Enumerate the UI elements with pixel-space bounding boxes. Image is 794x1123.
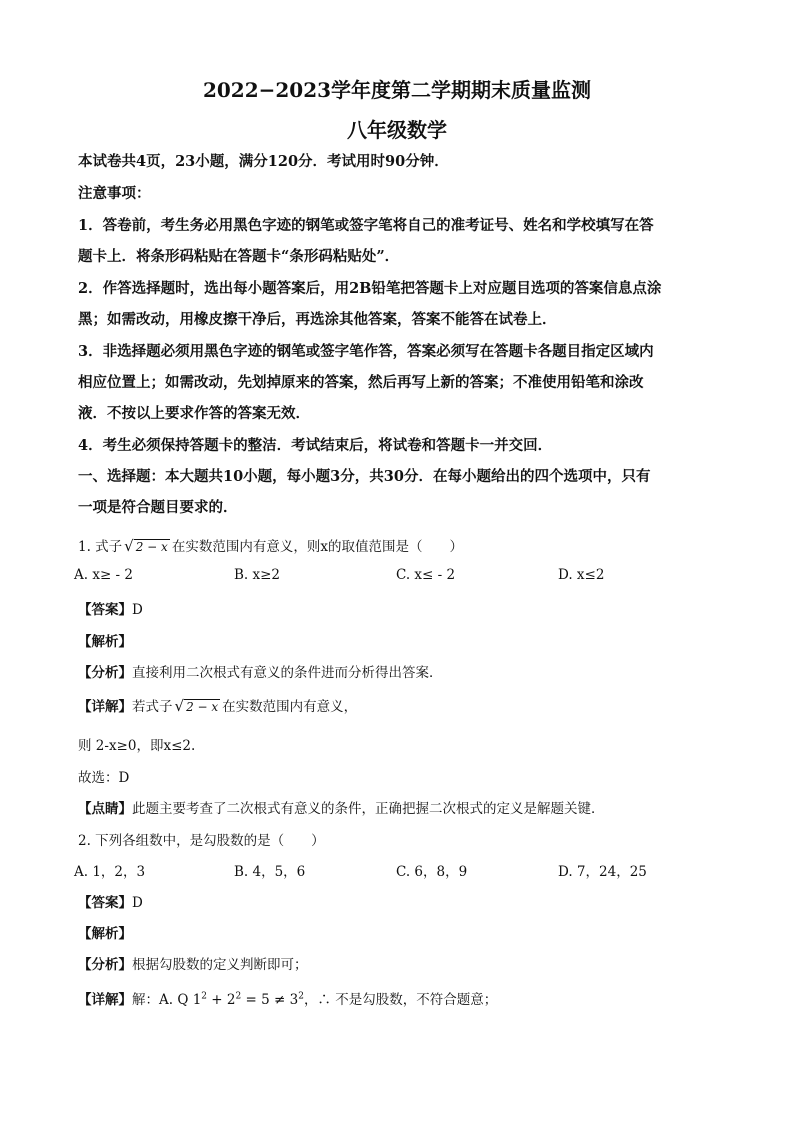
detail-suffix: 在实数范围内有意义， <box>222 699 358 715</box>
note-2-line-1: 2．作答选择题时，选出每小题答案后，用2B铅笔把答题卡上对应题目选项的答案信息点涂 <box>78 280 662 297</box>
detail-tag: 【详解】 <box>78 992 132 1008</box>
detail-d: ，∴ 不是勾股数，不符合题意； <box>303 992 498 1008</box>
q1-analysis-tag <box>78 630 718 650</box>
q1-fenxi <box>78 661 718 681</box>
radical-sign-icon: √ <box>124 537 134 555</box>
detail-prefix: 若式子 <box>132 699 173 715</box>
q1-option-c: C. x≤ - 2 <box>396 567 456 583</box>
answer-tag: 【答案】 <box>78 895 132 911</box>
note-2-line-2: 黑；如需改动，用橡皮擦干净后，再选涂其他答案，答案不能答在试卷上． <box>78 311 557 328</box>
q1-comment <box>78 797 718 817</box>
section-1-line-2: 一项是符合题目要求的． <box>78 499 238 516</box>
note-3-line-2: 相应位置上；如需改动，先划掉原来的答案，然后再写上新的答案；不准使用铅笔和涂改 <box>78 374 644 391</box>
fenxi-tag: 【分析】 <box>78 957 132 973</box>
page-title: 2022−2023学年度第二学期期末质量监测 <box>202 78 592 102</box>
q1-detail <box>78 695 718 715</box>
analysis-tag: 【解析】 <box>78 926 132 942</box>
detail-tag: 【详解】 <box>78 699 132 715</box>
exponent: 2 <box>298 991 304 1002</box>
q2-fenxi <box>78 953 718 973</box>
q2-option-b: B. 4，5，6 <box>234 864 306 880</box>
exponent: 2 <box>201 991 208 1002</box>
fenxi-text: 根据勾股数的定义判断即可； <box>132 957 308 973</box>
q1-choose: 故选：D <box>78 770 130 786</box>
exponent: 2 <box>235 991 242 1002</box>
q2-option-d: D. 7，24，25 <box>558 864 647 880</box>
q2-analysis-tag <box>78 922 718 942</box>
question-1-suffix: 在实数范围内有意义，则x的取值范围是（ ） <box>171 539 463 555</box>
radicand: 2 − x <box>135 540 168 554</box>
answer-value: D <box>132 895 143 911</box>
question-1-stem <box>78 535 718 555</box>
analysis-tag: 【解析】 <box>78 634 132 650</box>
radicand: 2 − x <box>186 700 219 714</box>
comment-text: 此题主要考查了二次根式有意义的条件，正确把握二次根式的定义是解题关键． <box>132 801 605 817</box>
question-2-stem: 2. 下列各组数中，是勾股数的是（ ） <box>78 833 325 849</box>
q2-answer <box>78 891 718 911</box>
detail-b: + 2 <box>207 992 236 1008</box>
fenxi-text: 直接利用二次根式有意义的条件进而分析得出答案． <box>132 665 443 681</box>
q2-detail <box>78 988 718 1008</box>
radical-sign-icon: √ <box>174 697 185 715</box>
detail-a: 解：A. Q 1 <box>132 992 202 1008</box>
note-1-line-1: 1．答卷前，考生务必用黑色字迹的钢笔或签字笔将自己的准考证号、姓名和学校填写在答 <box>78 217 654 234</box>
question-1-prefix: 1. 式子 <box>78 539 123 555</box>
note-1-line-2: 题卡上．将条形码粘贴在答题卡“条形码粘贴处”． <box>78 248 400 265</box>
comment-tag: 【点睛】 <box>78 801 132 817</box>
q1-step: 则 2-x≥0，即x≤2. <box>78 738 196 754</box>
fenxi-tag: 【分析】 <box>78 665 132 681</box>
q2-option-a: A. 1，2，3 <box>74 864 146 880</box>
sqrt-expression <box>175 697 221 715</box>
notes-heading: 注意事项： <box>78 185 151 202</box>
q1-option-a: A. x≥ - 2 <box>74 567 133 583</box>
note-3-line-3: 液．不按以上要求作答的答案无效． <box>78 405 310 422</box>
page-subtitle: 八年级数学 <box>347 118 447 142</box>
note-4: 4．考生必须保持答题卡的整洁．考试结束后，将试卷和答题卡一并交回． <box>78 437 553 454</box>
note-3-line-1: 3．非选择题必须用黑色字迹的钢笔或签字笔作答，答案必须写在答题卡各题目指定区域内 <box>78 343 654 360</box>
sqrt-expression <box>124 537 170 555</box>
q1-option-d: D. x≤2 <box>558 567 605 583</box>
intro-text: 本试卷共4页，23小题，满分120分．考试用时90分钟． <box>78 153 449 170</box>
q2-option-c: C. 6，8，9 <box>396 864 468 880</box>
detail-c: = 5 ≠ 3 <box>241 992 299 1008</box>
section-1-line-1: 一、选择题：本大题共10小题，每小题3分，共30分．在每小题给出的四个选项中，只有 <box>78 468 651 485</box>
answer-value: D <box>132 602 143 618</box>
answer-tag: 【答案】 <box>78 602 132 618</box>
q1-option-b: B. x≥2 <box>234 567 281 583</box>
q1-answer <box>78 598 718 618</box>
